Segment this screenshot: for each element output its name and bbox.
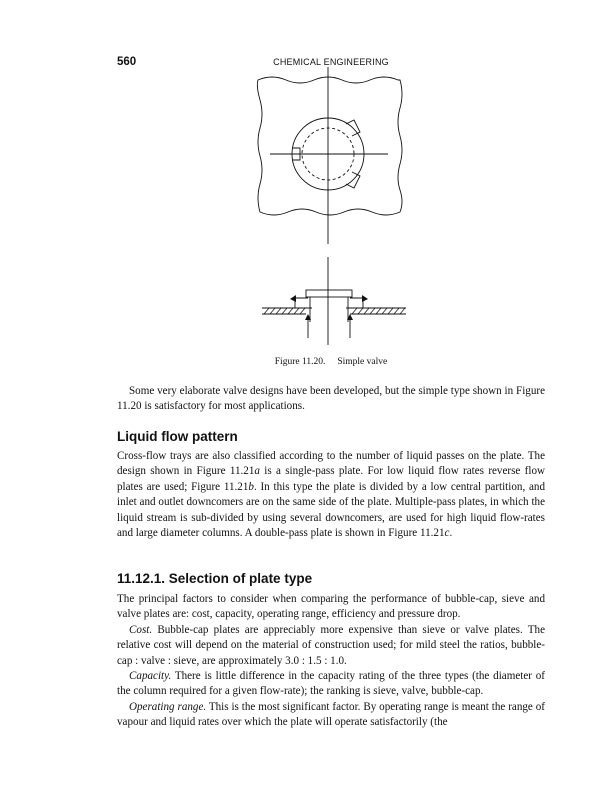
figure-simple-valve <box>250 62 420 362</box>
intro-paragraph: Some very elaborate valve designs have been developed, but the simple type shown in Figure 11.20 is satisfactory for most applications. <box>117 385 545 413</box>
tray-hatching <box>264 308 405 314</box>
figure-label: Figure 11.20. <box>274 357 326 367</box>
plate-outline <box>257 77 402 215</box>
vapour-arrow-left <box>295 298 308 308</box>
page-number: 560 <box>117 56 137 68</box>
operating-range-paragraph: Operating range. This is the most significant factor. By operating range is meant the range of vapour and liquid rates over which the plate will operate satisfactorily (the <box>117 701 545 729</box>
section-heading-selection: 11.12.1. Selection of plate type <box>117 571 313 586</box>
selection-paragraph-1: The principal factors to consider when comparing the performance of bubble-cap, sieve and valve plates are: cost, capacity, operating range, efficiency and pressure drop. <box>117 593 545 621</box>
cost-paragraph: Cost. Bubble-cap plates are appreciably more expensive than sieve or valve plates. The relative cost will depend on the material of construction used; for mild steel the ratios, bubble-cap : valve : sieve, are approximately 3.0 : 1.5 : 1.0. <box>117 624 545 667</box>
capacity-label: Capacity. <box>129 670 172 682</box>
section-heading-liquid-flow: Liquid flow pattern <box>117 429 238 444</box>
liquid-flow-paragraph: Cross-flow trays are also classified according to the number of liquid passes on the plate. The design shown in Figure 11.21a is a single-pass plate. For low liquid flow rates reverse flow plates are used; Figure 11.21b. In this type the plate is divided by a low central partition, and inlet and outlet downcomers are on the same side of the plate. Multiple-pass plates, in which the liquid stream is sub-divided by using several downcomers, are used for high liquid flow-rates and large diameter columns. A double-pass plate is shown in Figure 11.21c. <box>117 450 545 540</box>
figure-title: Simple valve <box>337 357 388 367</box>
valve-cap <box>306 290 352 297</box>
running-head-title: CHEMICAL ENGINEERING <box>273 57 389 67</box>
figure-caption <box>117 357 545 367</box>
cost-label: Cost. <box>129 624 153 636</box>
vapour-arrow-right <box>350 298 363 308</box>
operating-range-label: Operating range. <box>129 701 207 713</box>
capacity-paragraph: Capacity. There is little difference in the capacity rating of the three types (the diameter of the column required for a given flow-rate); the ranking is sieve, valve, bubble-cap. <box>117 670 545 698</box>
valve-drawing <box>250 62 420 362</box>
